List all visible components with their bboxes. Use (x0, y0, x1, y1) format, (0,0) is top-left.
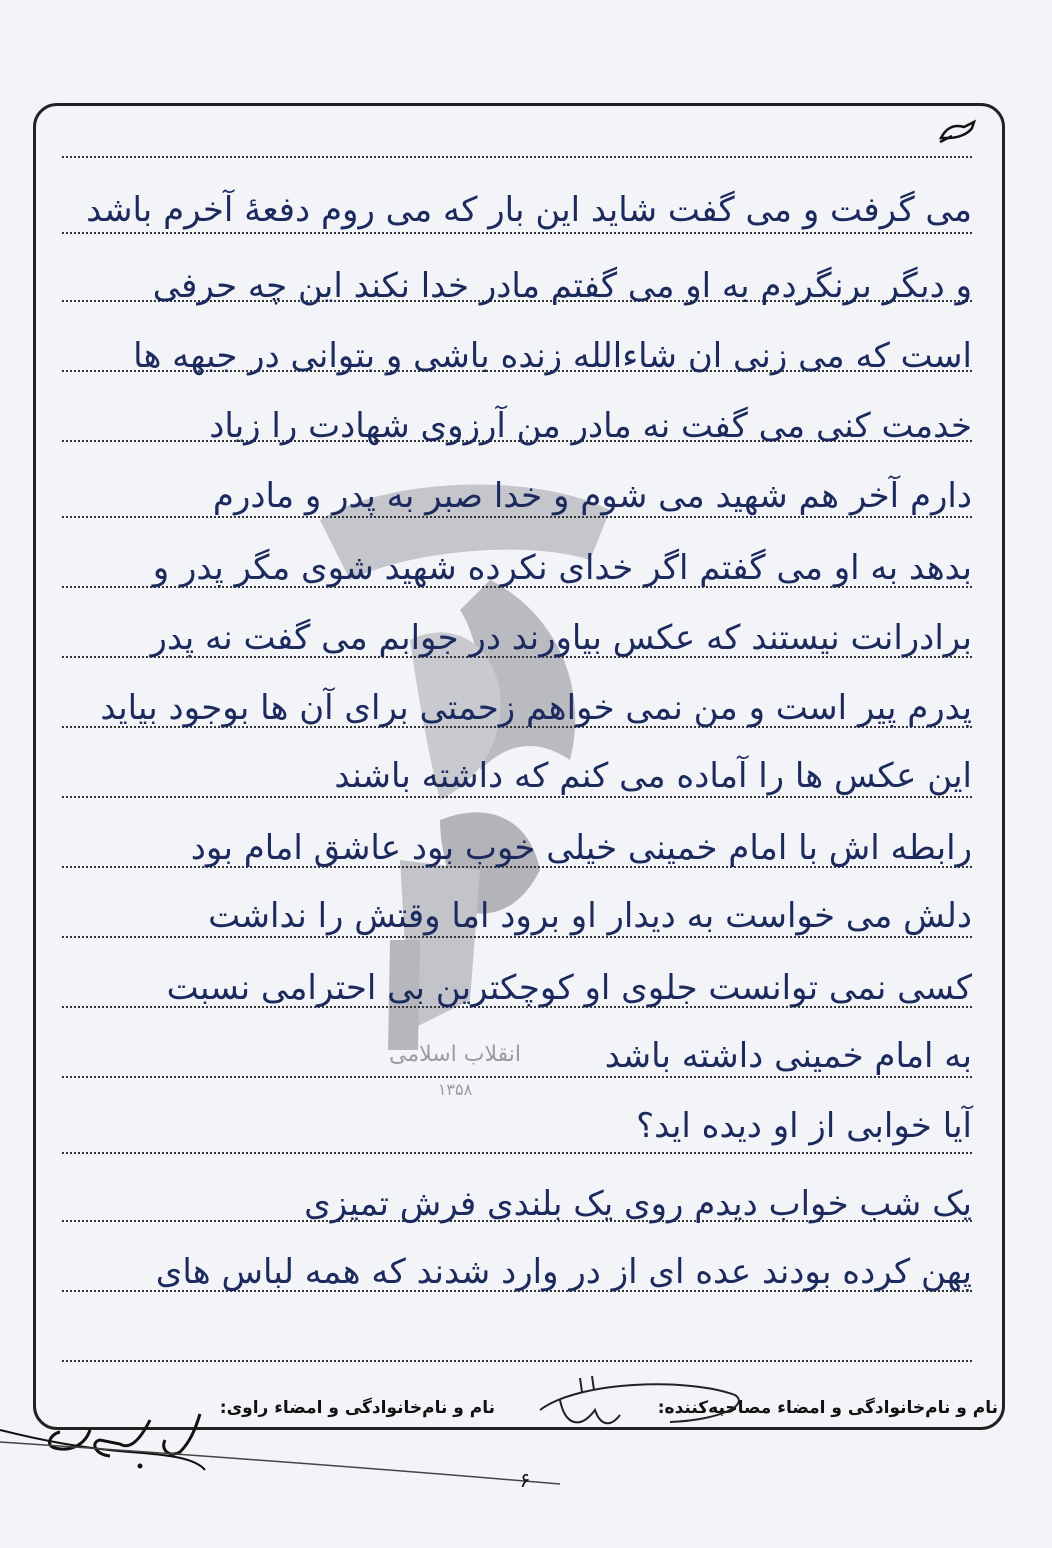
handwritten-line: یک شب خواب دیدم روی یک بلندی فرش تمیزی (304, 1184, 972, 1224)
handwritten-line: خدمت کنی می گفت نه مادر من آرزوی شهادت را زیاد (209, 406, 972, 446)
handwritten-line: پهن کرده بودند عده ای از در وارد شدند که همه لباس های (155, 1252, 972, 1292)
handwritten-line: آیا خوابی از او دیده اید؟ (636, 1106, 972, 1146)
interviewer-signature-label: نام و نام‌خانوادگی و امضاء مصاحبه‌کننده: (657, 1398, 998, 1418)
handwritten-line: دارم آخر هم شهید می شوم و خدا صبر به پدر و مادرم (212, 476, 972, 516)
handwritten-line: این عکس ها را آماده می کنم که داشته باشند (334, 756, 972, 796)
handwritten-line: به امام خمینی داشته باشد (604, 1036, 972, 1076)
handwritten-line: دلش می خواست به دیدار او برود اما وقتش را نداشت (208, 896, 972, 936)
page-number: ۶ (519, 1468, 531, 1492)
handwritten-line: می گرفت و می گفت شاید این بار که می روم دفعهٔ آخرم باشد (86, 190, 972, 230)
ruled-line (62, 1360, 972, 1362)
watermark-label: انقلاب اسلامی (389, 1042, 521, 1067)
narrator-signature-label: نام و نام‌خانوادگی و امضاء راوی: (219, 1398, 495, 1418)
pen-stroke (0, 1438, 560, 1488)
ruled-line (62, 156, 972, 158)
handwritten-line: کسی نمی توانست جلوی او کوچکترین بی احترامی نسبت (166, 968, 972, 1008)
handwritten-line: برادرانت نیستند که عکس بیاورند در جوابم می گفت نه پدر (150, 618, 972, 658)
pen-writing-icon (938, 118, 978, 144)
handwritten-line: است که می زنی ان شاءالله زنده باشی و بتوانی در جبهه ها (133, 336, 972, 376)
handwritten-line: و دیگر برنگردم به او می گفتم مادر خدا نکند این چه حرفی (152, 266, 972, 306)
watermark-year: ۱۳۵۸ (437, 1080, 473, 1099)
handwritten-line: پدرم پیر است و من نمی خواهم زحمتی برای آن ها بوجود بیاید (100, 688, 972, 728)
handwritten-line: رابطه اش با امام خمینی خیلی خوب بود عاشق امام بود (190, 828, 972, 868)
handwritten-line: بدهد به او می گفتم اگر خدای نکرده شهید شوی مگر پدر و (152, 548, 972, 588)
